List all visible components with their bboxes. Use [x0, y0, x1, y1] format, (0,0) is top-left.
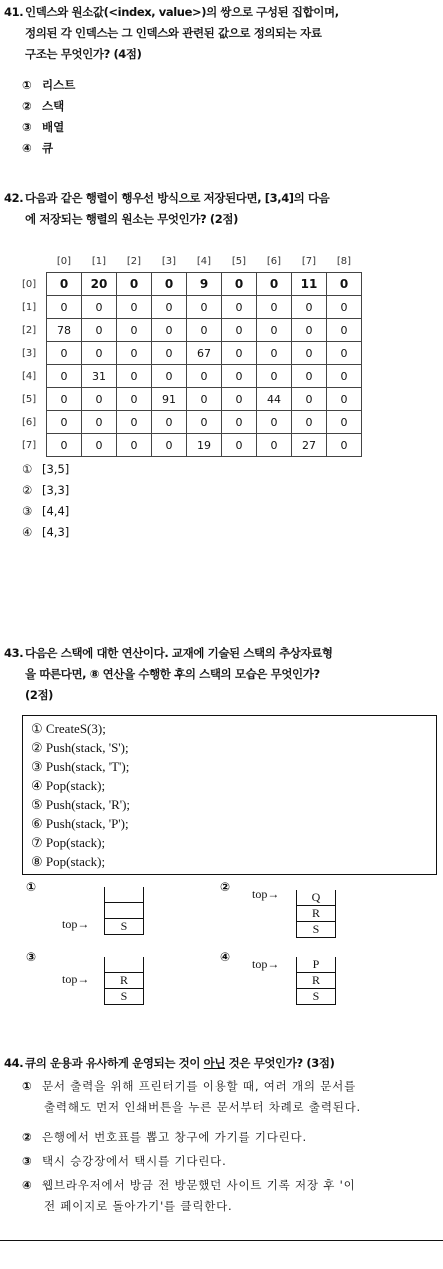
matrix-cell: 67 [187, 342, 222, 365]
matrix-cell: 0 [222, 342, 257, 365]
matrix-cell: 0 [152, 365, 187, 388]
q43-number: 43. [4, 646, 24, 660]
option-text: [3,5] [42, 462, 70, 476]
q43-option-1-mark[interactable]: ① [26, 880, 37, 894]
stack-slot: R [297, 905, 335, 921]
matrix-cell: 0 [117, 319, 152, 342]
option-mark: ② [22, 99, 32, 113]
option-mark: ③ [22, 1154, 33, 1168]
option-text: [4,3] [42, 525, 70, 539]
option-text: 문서 출력을 위해 프린터기를 이용할 때, 여러 개의 문서를 [42, 1079, 357, 1093]
q42-option-4[interactable] [22, 522, 69, 543]
code-line: ⑤ Push(stack, 'R'); [31, 797, 131, 812]
row-header: [3] [22, 347, 37, 359]
option-text: [3,3] [42, 483, 70, 497]
q41-line3: 구조는 무엇인가? (4점) [25, 47, 142, 61]
stack-slot: Q [311, 890, 321, 904]
q41-line1: 인덱스와 원소값(<index, value>)의 쌍으로 구성된 집합이며, [25, 5, 339, 19]
matrix-cell: 0 [292, 388, 327, 411]
matrix-cell: 0 [152, 296, 187, 319]
matrix-cell: 0 [47, 411, 82, 434]
code-line: ② Push(stack, 'S'); [31, 740, 129, 755]
row-header: [7] [22, 439, 37, 451]
row-header: [5] [22, 393, 37, 405]
q41-option-3[interactable] [22, 117, 64, 138]
col-header: [1] [91, 255, 107, 267]
matrix-cell: 0 [187, 411, 222, 434]
matrix-cell: 0 [327, 296, 362, 319]
matrix-cell: 0 [82, 411, 117, 434]
matrix-cell: 0 [187, 388, 222, 411]
stack-slot: P [312, 957, 320, 971]
matrix-cell: 0 [292, 411, 327, 434]
q44-number: 44. [4, 1056, 24, 1070]
option-mark: ② [22, 483, 33, 497]
matrix-cell: 31 [82, 365, 117, 388]
q41-number: 41. [4, 5, 24, 19]
q44-option-3[interactable] [22, 1151, 438, 1172]
matrix-cell: 0 [47, 434, 82, 457]
matrix-row [22, 411, 362, 434]
matrix-cell: 91 [152, 388, 187, 411]
option-text-cont: 전 페이지로 돌아가기'를 클릭한다. [44, 1199, 233, 1213]
q44-option-4[interactable] [22, 1175, 438, 1217]
q42-option-3[interactable] [22, 501, 69, 522]
top-pointer-label: top→ [62, 917, 90, 931]
stack-slot: R [105, 972, 143, 988]
q41-option-2[interactable] [22, 96, 64, 117]
matrix-cell: 0 [187, 319, 222, 342]
q43-option-3-stack[interactable] [104, 957, 144, 1005]
q43-line1: 다음은 스택에 대한 연산이다. 교재에 기술된 스택의 추상자료형 [25, 646, 333, 660]
row-header: [6] [22, 416, 37, 428]
q41-line2: 정의된 각 인덱스는 그 인덱스와 관련된 값으로 정의되는 자료 [25, 26, 322, 40]
matrix-cell: 0 [47, 342, 82, 365]
option-text: 스택 [42, 99, 65, 113]
option-text: 리스트 [42, 78, 76, 92]
matrix-cell: 0 [187, 296, 222, 319]
matrix-cell: 0 [222, 388, 257, 411]
matrix-cell: 0 [222, 411, 257, 434]
q43-line3: (2점) [25, 688, 54, 702]
option-mark: ③ [22, 120, 32, 134]
matrix-cell: 0 [257, 273, 292, 296]
matrix-cell: 0 [222, 296, 257, 319]
q43-option-4-mark[interactable]: ④ [220, 950, 231, 964]
row-header: [1] [22, 301, 37, 313]
matrix-cell: 0 [222, 365, 257, 388]
option-text: 큐 [42, 141, 54, 155]
matrix-row [22, 319, 362, 342]
col-header: [0] [56, 255, 72, 267]
col-header: [7] [301, 255, 317, 267]
q44-stem [4, 1053, 438, 1074]
matrix-cell: 0 [82, 342, 117, 365]
matrix-cell: 0 [327, 365, 362, 388]
matrix-cell: 0 [292, 319, 327, 342]
matrix-cell: 0 [152, 434, 187, 457]
matrix-cell: 0 [327, 273, 362, 296]
top-pointer-label: top→ [62, 972, 90, 986]
matrix-cell: 0 [152, 319, 187, 342]
matrix-cell: 0 [327, 388, 362, 411]
matrix-table [22, 250, 362, 457]
matrix-cell: 0 [117, 296, 152, 319]
matrix-cell: 0 [47, 365, 82, 388]
matrix-cell: 9 [187, 273, 222, 296]
q42-option-2[interactable] [22, 480, 69, 501]
code-line: ④ Pop(stack); [31, 778, 106, 793]
q44-option-2[interactable] [22, 1127, 438, 1148]
q43-option-2-mark[interactable]: ② [220, 880, 231, 894]
matrix-cell: 0 [152, 342, 187, 365]
matrix-cell: 0 [82, 296, 117, 319]
stack-slot [105, 887, 143, 902]
option-text: 웹브라우저에서 방금 전 방문했던 사이트 기록 저장 후 '이 [42, 1178, 356, 1192]
col-header: [5] [231, 255, 247, 267]
q41-option-1[interactable] [22, 75, 75, 96]
option-mark: ④ [22, 141, 32, 155]
matrix-cell: 19 [187, 434, 222, 457]
option-mark: ① [22, 78, 32, 92]
matrix-cell: 11 [292, 273, 327, 296]
q43-option-1-stack[interactable] [104, 887, 144, 935]
q43-option-3-mark[interactable]: ③ [26, 950, 37, 964]
option-text-cont: 출력해도 먼저 인쇄버튼을 누른 문서부터 차례로 출력된다. [44, 1100, 362, 1114]
option-text: 택시 승강장에서 택시를 기다린다. [42, 1154, 227, 1168]
matrix-cell: 0 [152, 411, 187, 434]
matrix-cell: 0 [117, 434, 152, 457]
matrix-cell: 0 [292, 365, 327, 388]
matrix-cell: 0 [327, 319, 362, 342]
q43-option-4-stack[interactable] [296, 957, 336, 1005]
option-mark: ④ [22, 1178, 33, 1192]
option-text: [4,4] [42, 504, 70, 518]
matrix-cell: 44 [257, 388, 292, 411]
matrix-cell: 0 [152, 273, 187, 296]
matrix-cell: 0 [292, 342, 327, 365]
q42-number: 42. [4, 191, 24, 205]
matrix-header-row [22, 250, 362, 273]
row-header: [4] [22, 370, 37, 382]
matrix-cell: 0 [187, 365, 222, 388]
q41-stem [4, 2, 438, 65]
q44-option-1[interactable] [22, 1076, 438, 1118]
matrix-row [22, 296, 362, 319]
matrix-cell: 0 [222, 273, 257, 296]
stack-slot: R [297, 972, 335, 988]
col-header: [2] [126, 255, 142, 267]
top-pointer-label: top→ [252, 887, 280, 901]
matrix-cell: 0 [222, 319, 257, 342]
matrix-cell: 0 [47, 273, 82, 296]
option-mark: ② [22, 1130, 33, 1144]
corner-cell [22, 250, 47, 273]
col-header: [3] [161, 255, 177, 267]
matrix-cell: 20 [82, 273, 117, 296]
code-line: ⑦ Pop(stack); [31, 835, 106, 850]
code-line: ① CreateS(3); [31, 721, 106, 736]
matrix-cell: 0 [327, 342, 362, 365]
q43-line2: 을 따른다면, ⑧ 연산을 수행한 후의 스택의 모습은 무엇인가? [25, 667, 320, 681]
matrix-row [22, 365, 362, 388]
matrix-row [22, 342, 362, 365]
top-pointer-label: top→ [252, 957, 280, 971]
matrix-cell: 27 [292, 434, 327, 457]
q43-stem [4, 643, 438, 706]
matrix-cell: 78 [47, 319, 82, 342]
matrix-cell: 0 [47, 296, 82, 319]
q43-option-2-stack[interactable] [296, 890, 336, 938]
code-line: ③ Push(stack, 'T'); [31, 759, 130, 774]
q42-line1: 다음과 같은 행렬이 행우선 방식으로 저장된다면, [3,4]의 다음 [25, 191, 330, 205]
col-header: [4] [196, 255, 212, 267]
stack-slot: S [297, 921, 335, 937]
matrix-cell: 0 [257, 319, 292, 342]
matrix-cell: 0 [117, 342, 152, 365]
matrix-cell: 0 [257, 365, 292, 388]
q41-option-4[interactable] [22, 138, 53, 159]
code-line: ⑥ Push(stack, 'P'); [31, 816, 129, 831]
q44-post: 것은 무엇인가? (3점) [225, 1056, 335, 1070]
stack-slot: S [297, 988, 335, 1004]
matrix-cell: 0 [257, 411, 292, 434]
operation-code-box [22, 715, 437, 875]
row-header: [2] [22, 324, 37, 336]
option-text: 은행에서 번호표를 뽑고 창구에 가기를 기다린다. [42, 1130, 307, 1144]
matrix-cell: 0 [117, 365, 152, 388]
stack-slot [105, 902, 143, 918]
option-mark: ① [22, 462, 33, 476]
matrix-cell: 0 [117, 411, 152, 434]
matrix-cell: 0 [327, 411, 362, 434]
q42-line2: 에 저장되는 행렬의 원소는 무엇인가? (2점) [25, 212, 238, 226]
matrix-cell: 0 [82, 319, 117, 342]
stack-slot [105, 957, 143, 972]
q42-option-1[interactable] [22, 459, 69, 480]
code-line: ⑧ Pop(stack); [31, 854, 106, 869]
matrix-row [22, 434, 362, 457]
matrix-cell: 0 [257, 296, 292, 319]
matrix-cell: 0 [222, 434, 257, 457]
matrix-cell: 0 [117, 273, 152, 296]
matrix-cell: 0 [82, 434, 117, 457]
matrix-cell: 0 [327, 434, 362, 457]
matrix-cell: 0 [117, 388, 152, 411]
matrix-cell: 0 [292, 296, 327, 319]
matrix-cell: 0 [257, 342, 292, 365]
col-header: [6] [266, 255, 282, 267]
page-bottom-rule [0, 1240, 443, 1241]
q44-underlined-word: 아닌 [203, 1056, 226, 1070]
q42-stem [4, 188, 438, 230]
col-header: [8] [336, 255, 352, 267]
matrix-cell: 0 [257, 434, 292, 457]
option-text: 배열 [42, 120, 65, 134]
option-mark: ① [22, 1079, 33, 1093]
option-mark: ④ [22, 525, 33, 539]
stack-slot: S [105, 918, 143, 934]
stack-slot: S [105, 988, 143, 1004]
matrix-row [22, 273, 362, 296]
row-header: [0] [22, 278, 37, 290]
matrix-cell: 0 [47, 388, 82, 411]
matrix-row [22, 388, 362, 411]
q44-pre: 큐의 운용과 유사하게 운영되는 것이 [25, 1056, 204, 1070]
matrix-cell: 0 [82, 388, 117, 411]
option-mark: ③ [22, 504, 33, 518]
